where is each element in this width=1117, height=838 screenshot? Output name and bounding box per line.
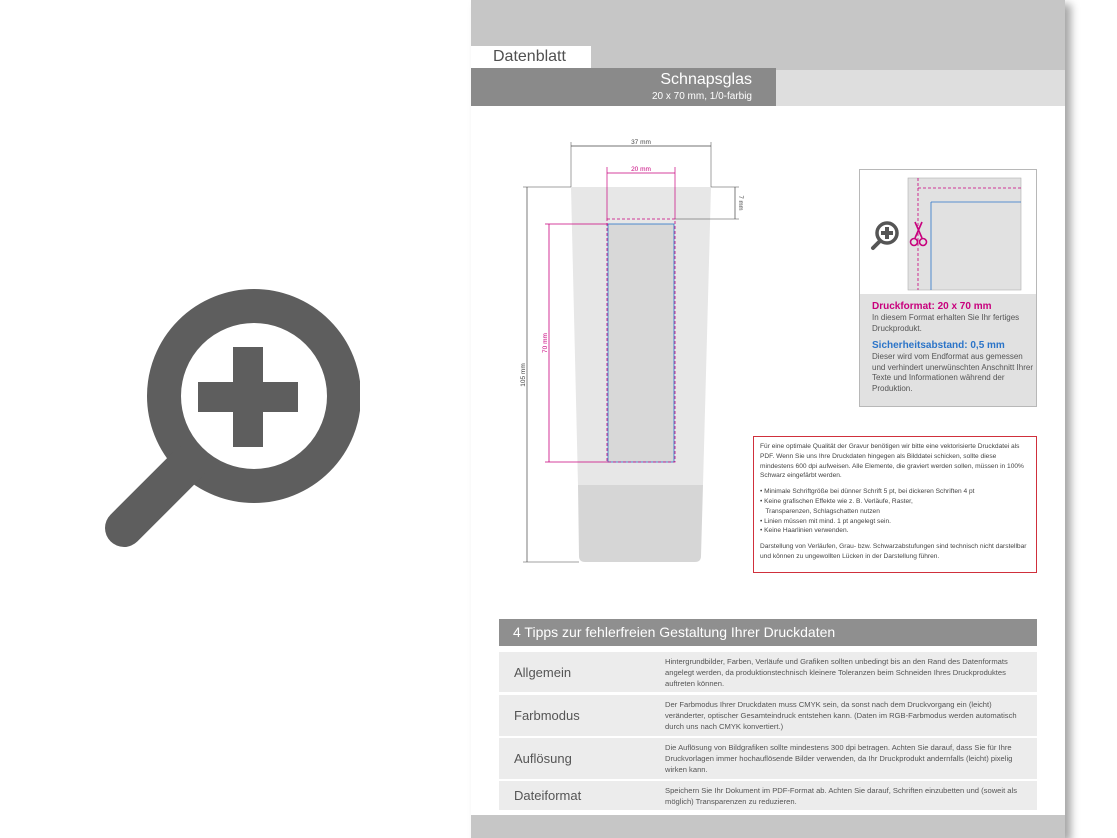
sicherheit-title: Sicherheitsabstand: 0,5 mm [872, 340, 1005, 351]
sicherheit-text: Dieser wird vom Endformat aus gemessen und verhindert unerwünschten Anschnitt Ihrer Texte und Informationen während der Produktion. [872, 352, 1033, 393]
tip-text: Speichern Sie Ihr Dokument im PDF-Format ab. Achten Sie darauf, Schriften einzubetten und (soweit als möglich) Transparenzen zu reduzieren. [665, 786, 1018, 806]
page-bottom-band [471, 815, 1065, 838]
glass-drawing [511, 130, 751, 575]
druckformat-text: In diesem Format erhalten Sie Ihr fertiges Druckprodukt. [872, 313, 1020, 333]
datasheet-page [471, 0, 1065, 838]
corner-preview [860, 170, 1036, 294]
tip-text: Die Auflösung von Bildgrafiken sollte mindestens 300 dpi betragen. Achten Sie darauf, dass Sie für Ihre Druckvorlagen immer hochauflösende Bilder verwenden, da Ihr Druckprodukt andernfalls (leicht) pixelig wirken kann. [665, 743, 1013, 774]
tip-text: Der Farbmodus Ihrer Druckdaten muss CMYK sein, da sonst nach dem Druckvorgang ein (leicht) veränderter, optischer Gesamteindruck entstehen kann. (Daten im RGB-Farbmodus werden automatisch durch uns nach CMYK konvertiert.) [665, 700, 1017, 731]
legend-box [859, 169, 1037, 407]
tip-label: Allgemein [514, 664, 572, 680]
note-bullet: • Keine Haarlinien verwenden. [760, 527, 849, 535]
dim-offset-top: 7 mm [737, 195, 743, 211]
tip-label: Auflösung [514, 751, 572, 766]
note-bullet: • Minimale Schriftgröße bei dünner Schrift 5 pt, bei dickeren Schriften 4 pt [760, 488, 975, 496]
dim-height-print: 70 mm [542, 333, 549, 353]
product-title-box [471, 68, 776, 106]
sheet-tab-label: Datenblatt [471, 46, 591, 68]
tip-row-aufloesung [499, 738, 1037, 779]
zoom-in-icon[interactable] [100, 288, 360, 550]
note-bullet: • Linien müssen mit mind. 1 pt angelegt sein. [760, 517, 891, 525]
tips-header: 4 Tipps zur fehlerfreien Gestaltung Ihrer Druckdaten [499, 619, 1037, 646]
tip-row-farbmodus [499, 695, 1037, 736]
note-bullet: • Keine grafischen Effekte wie z. B. Verläufe, Raster, [760, 497, 913, 505]
tip-text: Hintergrundbilder, Farben, Verläufe und Grafiken sollten unbedingt bis an den Rand des Datenformats angelegt werden, da produktionstechnisch kleinere Toleranzen beim Schneiden Ihres Druckproduktes auftreten können. [665, 657, 1008, 688]
product-subtitle: 20 x 70 mm, 1/0-farbig [651, 91, 752, 102]
tip-label: Farbmodus [514, 708, 580, 723]
note-outro: Darstellung von Verläufen, Grau- bzw. Schwarzabstufungen sind technisch nicht darstellbar und können zu ungewollten Lücken in der Darstellung führen. [760, 543, 1027, 560]
note-intro: Für eine optimale Qualität der Gravur benötigen wir bitte eine vektorisierte Druckdatei als PDF. Wenn Sie uns Ihre Druckdaten hingegen als Bilddatei schicken, sollte diese mindestens 600 dpi aufweisen. Alle Elemente, die graviert werden sollen, müssen in 100% Schwarz eingefärbt werden. [760, 443, 1024, 480]
dim-height-total: 105 mm [520, 363, 527, 387]
tip-row-dateiformat [499, 781, 1037, 810]
note-bullet: Transparenzen, Schlagschatten nutzen [760, 507, 880, 515]
engraving-note-box [753, 436, 1037, 573]
tip-row-allgemein [499, 652, 1037, 692]
tip-label: Dateiformat [514, 788, 582, 803]
druckformat-title: Druckformat: 20 x 70 mm [872, 301, 992, 312]
dim-width-total: 37 mm [631, 139, 651, 146]
dim-width-print: 20 mm [631, 166, 651, 173]
product-title: Schnapsglas [660, 71, 752, 88]
